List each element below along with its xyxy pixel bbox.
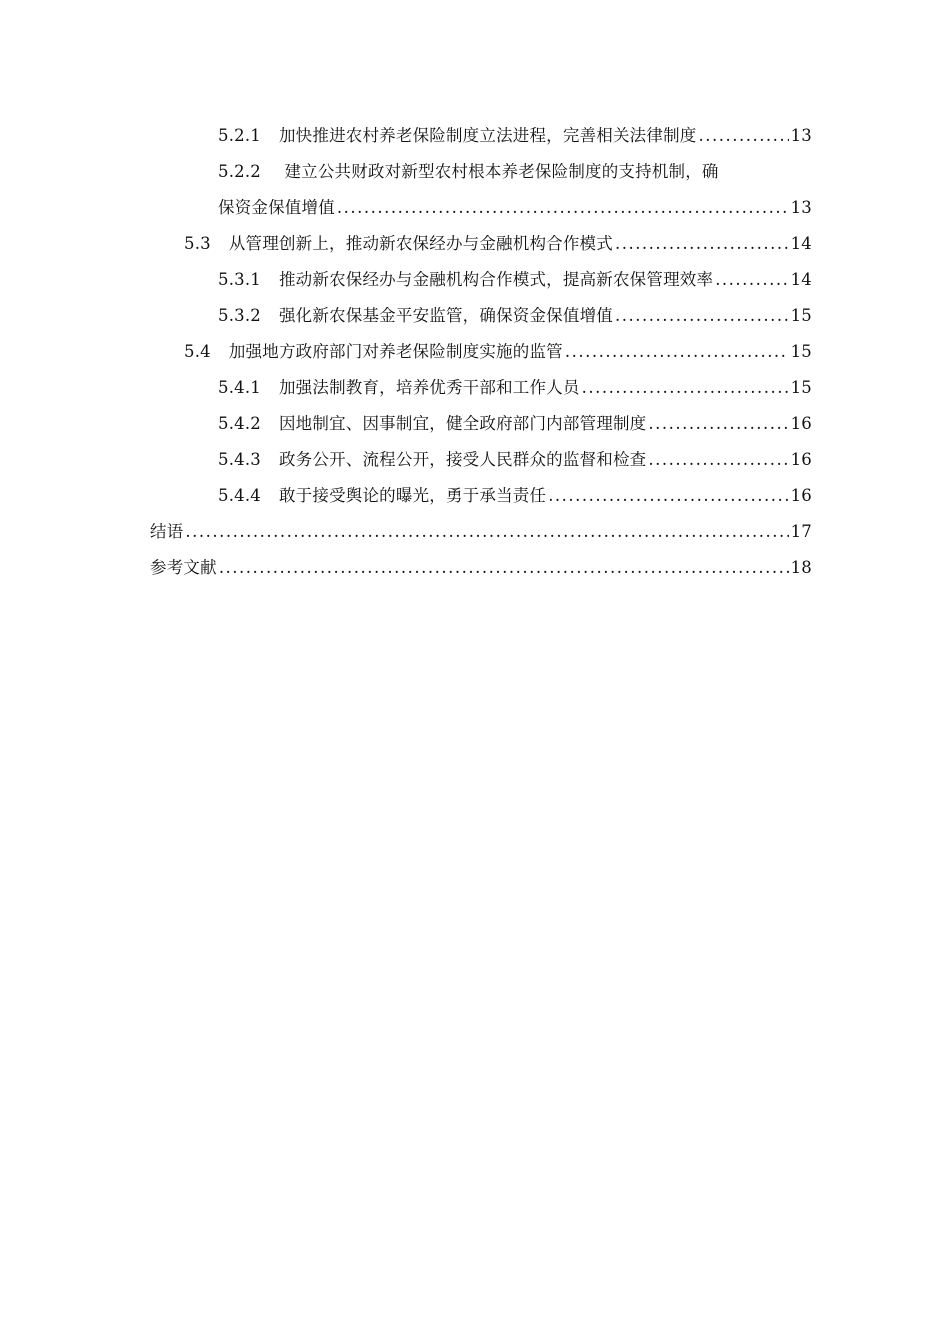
toc-entry-number: 5.4 [184, 342, 211, 361]
toc-entry-conclusion[interactable] [150, 514, 812, 550]
toc-leader-dots [565, 334, 789, 370]
toc-entry-number: 5.4.4 [218, 486, 261, 505]
toc-entry-page: 15 [790, 306, 812, 325]
toc-entry-page: 18 [790, 558, 812, 577]
toc-leader-dots [648, 442, 788, 478]
toc-entry-page: 16 [790, 450, 812, 469]
toc-entry-number: 5.4.2 [218, 414, 261, 433]
toc-leader-dots [648, 406, 788, 442]
toc-leader-dots [337, 190, 789, 226]
toc-entry-title: 强化新农保基金平安监管，确保资金保值增值 [278, 306, 613, 325]
toc-entry-page: 16 [790, 486, 812, 505]
toc-entry-5-3[interactable] [150, 226, 812, 262]
toc-entry-title: 参考文献 [150, 558, 217, 577]
toc-entry-5-3-1[interactable] [150, 262, 812, 298]
toc-entry-5-4-1[interactable] [150, 370, 812, 406]
toc-entry-5-4[interactable] [150, 334, 812, 370]
toc-leader-dots [615, 226, 789, 262]
toc-entry-page: 14 [790, 270, 812, 289]
toc-leader-dots [615, 298, 789, 334]
toc-entry-page: 13 [790, 126, 812, 145]
toc-entry-title: 从管理创新上，推动新农保经办与金融机构合作模式 [228, 234, 613, 253]
toc-entry-number: 5.4.1 [218, 378, 261, 397]
toc-entry-number: 5.3 [184, 234, 211, 253]
toc-leader-dots [582, 370, 789, 406]
toc-entry-5-2-2-continuation[interactable] [150, 190, 812, 226]
toc-entry-5-3-2[interactable] [150, 298, 812, 334]
toc-entry-page: 15 [790, 342, 812, 361]
toc-entry-title: 加强地方政府部门对养老保险制度实施的监管 [228, 342, 563, 361]
toc-leader-dots [219, 550, 789, 586]
toc-entry-number: 5.2.2 [218, 162, 261, 181]
toc-leader-dots [548, 478, 788, 514]
toc-entry-title: 因地制宜、因事制宜，健全政府部门内部管理制度 [278, 414, 647, 433]
toc-entry-title: 加强法制教育，培养优秀干部和工作人员 [278, 378, 580, 397]
toc-entry-number: 5.4.3 [218, 450, 261, 469]
toc-leader-dots [185, 514, 788, 550]
toc-entry-5-2-2[interactable] [150, 154, 812, 190]
table-of-contents [150, 118, 812, 586]
toc-entry-number: 5.3.2 [218, 306, 261, 325]
toc-entry-5-2-1[interactable] [150, 118, 812, 154]
toc-entry-page: 15 [790, 378, 812, 397]
toc-entry-title: 加快推进农村养老保险制度立法进程，完善相关法律制度 [278, 126, 697, 145]
toc-entry-title: 建立公共财政对新型农村根本养老保险制度的支持机制，确 [284, 162, 719, 181]
toc-entry-title: 政务公开、流程公开，接受人民群众的监督和检查 [278, 450, 647, 469]
toc-leader-dots [698, 118, 788, 154]
toc-entry-title-continuation: 保资金保值增值 [218, 198, 335, 217]
toc-entry-number: 5.3.1 [218, 270, 261, 289]
toc-entry-page: 13 [790, 198, 812, 217]
toc-leader-dots [715, 262, 788, 298]
toc-entry-title: 结语 [150, 522, 184, 541]
toc-entry-references[interactable] [150, 550, 812, 586]
toc-entry-5-4-2[interactable] [150, 406, 812, 442]
toc-entry-5-4-3[interactable] [150, 442, 812, 478]
toc-entry-5-4-4[interactable] [150, 478, 812, 514]
toc-entry-page: 14 [790, 234, 812, 253]
toc-entry-title: 敢于接受舆论的曝光，勇于承当责任 [278, 486, 547, 505]
toc-entry-number: 5.2.1 [218, 126, 261, 145]
toc-entry-page: 17 [790, 522, 812, 541]
toc-entry-title: 推动新农保经办与金融机构合作模式，提高新农保管理效率 [278, 270, 714, 289]
toc-entry-page: 16 [790, 414, 812, 433]
